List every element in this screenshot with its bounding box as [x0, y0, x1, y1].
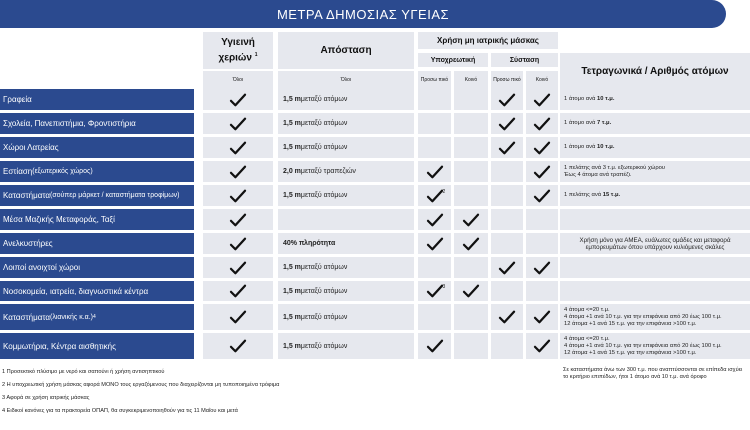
recommended-public-check [533, 165, 551, 179]
row-label-main: Νοσοκομεία, ιατρεία, διαγνωστικά κέντρα [3, 286, 149, 296]
recommended-staff-check [498, 261, 516, 275]
subheader-mand-public: Κοινό [454, 71, 488, 89]
row-label-detail: (εξωτερικός χώρος) [32, 168, 93, 175]
recommended-staff-check [498, 310, 516, 324]
row-label [0, 209, 194, 230]
row-label [0, 185, 194, 206]
page-title: ΜΕΤΡΑ ΔΗΜΟΣΙΑΣ ΥΓΕΙΑΣ [276, 6, 450, 22]
hand-hygiene-check [229, 189, 247, 203]
cell-rp [526, 209, 558, 230]
recommended-staff-check [498, 93, 516, 107]
footnote-2: 2 Η υποχρεωτική χρήση μάσκας αφορά ΜΟΝΟ τους εργαζόμενους που διαχειρίζονται μη τυποποιημένα τρόφιμα [2, 382, 280, 388]
row-label-main: Εστίαση [3, 167, 33, 176]
distance-value: 1,5 m μεταξύ ατόμων [283, 192, 348, 199]
mandatory-staff-check [426, 339, 444, 353]
cell-ms [418, 89, 451, 110]
area-value [564, 209, 746, 230]
row-label-main: Σχολεία, Πανεπιστήμια, Φροντιστήρια [3, 119, 136, 128]
row-label-main: Γραφεία [3, 95, 32, 104]
cell-ms [418, 113, 451, 134]
page-title-banner [0, 0, 726, 28]
mandatory-public-check [462, 213, 480, 227]
recommended-public-check [533, 261, 551, 275]
mandatory-public-check [462, 284, 480, 298]
distance-value: 1,5 m μεταξύ ατόμων [283, 264, 348, 271]
cell-mp [454, 137, 488, 158]
row-label-main: Καταστήματα [3, 191, 50, 200]
area-line: 4 άτομα <=20 τ.μ. [564, 335, 610, 342]
header-mandatory: Υποχρεωτική [418, 53, 488, 67]
footnote-3: 3 Αφορά σε χρήση ιατρικής μάσκας [2, 395, 90, 401]
header-distance: Απόσταση [278, 32, 414, 69]
area-line: 4 άτομα <=20 τ.μ. [564, 306, 610, 313]
recommended-public-check [533, 117, 551, 131]
area-value: 1 άτομο ανά 7 τ.μ. [564, 120, 612, 126]
cell-rp [526, 281, 558, 301]
subheader-mand-staff: Προσω πικό [418, 71, 451, 89]
mandatory-staff-check-footnote-ref: 2 [442, 188, 446, 195]
large-store-note: Σε καταστήματα άνω των 300 τ.μ. που αναπτύσσονται σε επίπεδα ισχύει το κριτήριο επιπέδων, ήτοι 1 άτομο ανά 10 τ.μ. ανά όροφο [563, 367, 743, 380]
header-recommended: Σύσταση [491, 53, 558, 67]
cell-mp [454, 113, 488, 134]
subheader-dist-all: Όλοι [278, 71, 414, 89]
area-line: 4 άτομα +1 ανά 10 τ.μ. για την επιφάνεια από 20 έως 100 τ.μ. [564, 342, 722, 349]
cell-mp [454, 257, 488, 278]
recommended-public-check [533, 93, 551, 107]
header-hand-hygiene: Υγιεινή χεριών $^1$ [203, 32, 273, 69]
row-label [0, 281, 194, 301]
hand-hygiene-check [229, 261, 247, 275]
row-label-main: Καταστήματα [3, 312, 50, 322]
row-label [0, 304, 194, 330]
area-value: 1 πελάτης ανά 3 τ.μ. εξωτερικού χώρου Έως 4 άτομα ανά τραπέζι. [564, 164, 666, 178]
cell-ms [418, 304, 451, 330]
cell-mp [454, 333, 488, 359]
row-label [0, 89, 194, 110]
cell-mp [454, 89, 488, 110]
distance-value: 1,5 m μεταξύ ατόμων [283, 120, 348, 127]
area-value [564, 333, 746, 359]
recommended-staff-check [498, 141, 516, 155]
row-label [0, 233, 194, 254]
mandatory-staff-check [426, 237, 444, 251]
distance-value: 2,0 m μεταξύ τραπεζιών [283, 168, 356, 175]
distance-value: 40% πληρότητα [283, 240, 336, 247]
header-mask: Χρήση μη ιατρικής μάσκας [418, 32, 558, 49]
subheader-hand-all: Όλοι [203, 71, 273, 89]
row-label [0, 113, 194, 134]
cell-ms [418, 137, 451, 158]
row-label-main: Χώροι Λατρείας [3, 143, 59, 152]
area-value: Χρήση μόνο για ΑΜΕΑ, ευάλωτες ομάδες και μεταφορά εμπορευμάτων όπου υπάρχουν κυλιόμενες σκάλες [579, 236, 731, 251]
cell-rp [526, 233, 558, 254]
distance-value: 1,5 m μεταξύ ατόμων [283, 342, 348, 350]
distance-value: 1,5 m μεταξύ ατόμων [283, 144, 348, 151]
hand-hygiene-check [229, 284, 247, 298]
mandatory-staff-check [426, 284, 444, 298]
distance-value: 1,5 m μεταξύ ατόμων [283, 96, 348, 103]
row-label [0, 333, 194, 359]
cell-mp [454, 304, 488, 330]
hand-hygiene-check [229, 93, 247, 107]
area-line: 12 άτομα +1 ανά 15 τ.μ. για την επιφάνεια >100 τ.μ. [564, 349, 697, 356]
area-value [564, 304, 746, 330]
hand-hygiene-check [229, 117, 247, 131]
row-label-main: Λοιποί ανοιχτοί χώροι [3, 263, 80, 272]
cell-rs [491, 333, 523, 359]
footnote-1: 1 Προσεκτικό πλύσιμο με νερό και σαπούνι ή χρήση αντισηπτικού [2, 369, 165, 375]
distance-value: 1,5 m μεταξύ ατόμων [283, 287, 348, 295]
row-label [0, 137, 194, 158]
row-label-main: Μέσα Μαζικής Μεταφοράς, Ταξί [3, 215, 115, 224]
row-label-footnote-ref: 4 [92, 313, 96, 320]
mandatory-staff-check [426, 165, 444, 179]
recommended-public-check [533, 339, 551, 353]
footnote-4: 4 Ειδικοί κανόνες για τα πρακτορεία ΟΠΑΠ, θα συγκεκριμενοποιηθούν για τις 11 Μαΐου και μετά [2, 408, 238, 414]
mandatory-staff-check [426, 189, 444, 203]
row-label-main: Ανελκυστήρες [3, 239, 53, 248]
header-area: Τετραγωνικά / Αριθμός ατόμων [560, 53, 750, 89]
area-value [564, 281, 746, 301]
recommended-public-check [533, 141, 551, 155]
area-value: 1 άτομο ανά 10 τ.μ. [564, 96, 615, 102]
cell-rs [491, 209, 523, 230]
hand-hygiene-check [229, 339, 247, 353]
row-label-detail: (λιανικής κ.α.) [50, 313, 93, 321]
area-value [564, 257, 746, 278]
row-label-detail: (σούπερ μάρκετ / καταστήματα τροφίμων) [50, 192, 180, 199]
mandatory-staff-check [426, 213, 444, 227]
recommended-staff-check [498, 117, 516, 131]
footnotes [2, 366, 279, 418]
cell-rs [491, 281, 523, 301]
area-value: 1 πελάτης ανά 15 τ.μ. [564, 192, 621, 198]
cell-mp [454, 185, 488, 206]
hand-hygiene-check [229, 237, 247, 251]
area-line: 4 άτομα +1 ανά 10 τ.μ. για την επιφάνεια από 20 έως 100 τ.μ. [564, 313, 722, 320]
cell-rs [491, 161, 523, 182]
cell-rs [491, 233, 523, 254]
distance-value: 1,5 m μεταξύ ατόμων [283, 313, 348, 321]
mandatory-public-check [462, 237, 480, 251]
subheader-rec-public: Κοινό [526, 71, 558, 89]
area-line: 12 άτομα +1 ανά 15 τ.μ. για την επιφάνεια >100 τ.μ. [564, 320, 697, 327]
hand-hygiene-check [229, 310, 247, 324]
cell-mp [454, 161, 488, 182]
subheader-rec-staff: Προσω πικό [491, 71, 523, 89]
hand-hygiene-check [229, 141, 247, 155]
row-label [0, 257, 194, 278]
hand-hygiene-check [229, 213, 247, 227]
mandatory-staff-check-footnote-ref: 3 [442, 284, 446, 290]
cell-dist [278, 209, 414, 230]
recommended-public-check [533, 310, 551, 324]
cell-ms [418, 257, 451, 278]
recommended-public-check [533, 189, 551, 203]
row-label-main: Κομμωτήρια, Κέντρα αισθητικής [3, 341, 116, 351]
hand-hygiene-check [229, 165, 247, 179]
hygiene-footnote-ref: 1 [254, 51, 258, 58]
cell-rs [491, 185, 523, 206]
area-value: 1 άτομο ανά 10 τ.μ. [564, 144, 615, 150]
row-label [0, 161, 194, 182]
